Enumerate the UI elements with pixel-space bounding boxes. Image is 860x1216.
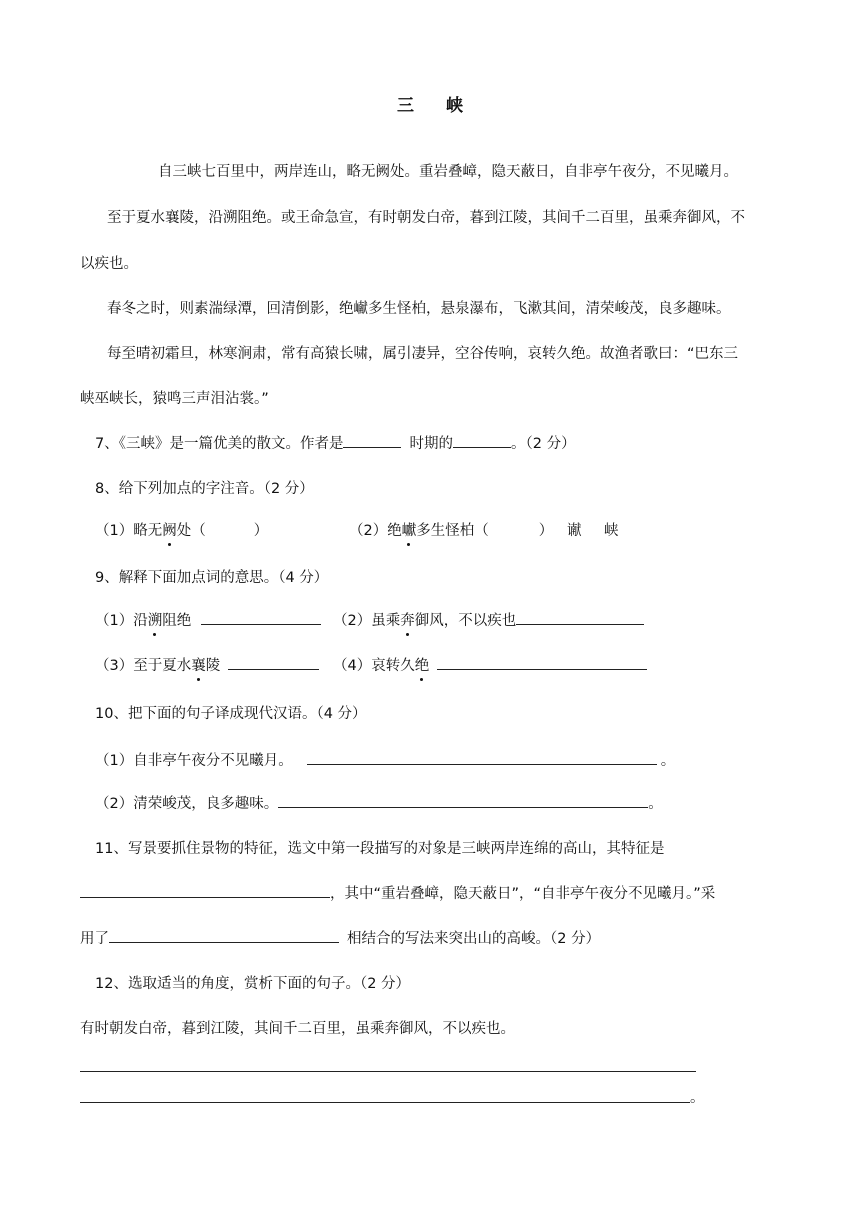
passage-paragraph-3: 春冬之时，则素湍绿潭，回清倒影，绝𪩘多生怪柏，悬泉瀑布，飞漱其间，清荣峻茂，良多趣味。 <box>107 301 731 317</box>
question-8-item-1-pre: （1）略无 <box>95 523 163 539</box>
question-11-blank-method[interactable] <box>109 928 339 943</box>
passage-paragraph-4-line-1: 每至晴初霜旦，林寒涧肃，常有高猿长啸，属引凄异，空谷传响，哀转久绝。故渔者歌曰：“巴东三 <box>107 346 739 362</box>
question-9-item-4-dotted-char: 绝 <box>415 655 430 677</box>
question-8-item-2 <box>349 520 553 542</box>
question-8-item-1 <box>95 520 268 542</box>
question-9-item-1 <box>95 610 321 632</box>
question-7 <box>95 433 576 455</box>
question-8-extra-char-2: 峡 <box>604 523 619 539</box>
question-9-item-1-post: 阻绝 <box>162 613 192 629</box>
question-10-item-1 <box>95 750 675 772</box>
question-11-line-3 <box>80 928 600 950</box>
question-11-line-2 <box>80 883 715 905</box>
question-9-item-1-blank[interactable] <box>201 610 321 625</box>
question-10-item-2-end: 。 <box>648 796 663 812</box>
question-7-text-b: 时期的 <box>409 436 453 452</box>
title-char-1: 三 <box>397 96 414 116</box>
question-9-item-3-post: 陵 <box>205 658 221 674</box>
question-11-mid-text: ，其中“重岩叠嶂，隐天蔽日”，“自非亭午夜分不见曦月。”采 <box>330 886 716 902</box>
question-9-item-2-dotted-char: 奔 <box>400 610 415 632</box>
question-9-item-3-blank[interactable] <box>228 655 319 670</box>
question-12-heading: 12、选取适当的角度，赏析下面的句子。（2 分） <box>95 976 411 992</box>
question-8-item-1-close: ） <box>253 523 269 539</box>
question-12-end: 。 <box>690 1090 705 1106</box>
question-9-item-4-blank[interactable] <box>437 655 647 670</box>
question-9-item-1-pre: （1）沿 <box>95 613 148 629</box>
passage-paragraph-1: 自三峡七百里中，两岸连山，略无阙处。重岩叠嶂，隐天蔽日，自非亭午夜分，不见曦月。 <box>158 164 738 180</box>
question-10-item-2-text: （2）清荣峻茂，良多趣味。 <box>95 796 279 812</box>
question-11-pre-text: 用了 <box>80 931 109 947</box>
passage-paragraph-2-line-1: 至于夏水襄陵，沿溯阻绝。或王命急宣，有时朝发白帝，暮到江陵，其间千二百里，虽乘奔御风，不 <box>107 210 745 226</box>
question-9-item-1-dotted-char: 溯 <box>148 610 163 632</box>
passage-paragraph-4-line-2: 峡巫峡长，猿鸣三声泪沾裳。” <box>80 391 269 407</box>
question-9-item-4 <box>333 655 647 677</box>
question-9-item-3-pre: （3）至于夏水 <box>95 658 192 674</box>
question-12-answer-line-1[interactable] <box>80 1071 696 1072</box>
question-9-item-3 <box>95 655 319 677</box>
question-9-item-2-post: 御风，不以疾也 <box>414 613 517 629</box>
question-8-item-2-close: ） <box>538 523 554 539</box>
question-7-blank-author-era[interactable] <box>343 433 401 448</box>
question-9-item-2-blank[interactable] <box>516 610 644 625</box>
question-11-heading: 11、写景要抓住景物的特征，选文中第一段描写的对象是三峡两岸连绵的高山，其特征是 <box>95 841 665 857</box>
question-11-tail-text: 相结合的写法来突出山的高峻。（2 分） <box>347 931 601 947</box>
question-9-heading: 9、解释下面加点词的意思。（4 分） <box>95 570 329 586</box>
question-9-item-2-pre: （2）虽乘 <box>333 613 401 629</box>
title-char-2: 峡 <box>446 96 463 116</box>
passage-paragraph-2-line-2: 以疾也。 <box>80 256 138 272</box>
question-9-item-3-dotted-char: 襄 <box>191 655 206 677</box>
question-12-answer-line-2[interactable] <box>80 1102 690 1103</box>
question-8-item-2-post: 多生怪柏（ <box>416 523 489 539</box>
question-10-item-1-blank[interactable] <box>307 750 657 765</box>
question-8-item-1-dotted-char: 阙 <box>162 520 177 542</box>
question-8-heading: 8、给下列加点的字注音。（2 分） <box>95 481 314 497</box>
question-11-blank-feature[interactable] <box>80 883 330 898</box>
question-9-item-4-pre: （4）哀转久 <box>333 658 415 674</box>
question-7-text-a: 7、《三峡》是一篇优美的散文。作者是 <box>95 436 344 452</box>
question-8-extra-char-1: 谳 <box>567 523 582 539</box>
question-8-item-1-post: 处（ <box>176 523 206 539</box>
question-7-text-c: 。（2 分） <box>510 436 576 452</box>
question-8-item-2-dotted-char: 巘 <box>402 520 417 542</box>
question-9-item-2 <box>333 610 644 632</box>
question-10-item-2-blank[interactable] <box>278 793 648 808</box>
question-10-item-1-end: 。 <box>660 753 676 769</box>
question-10-item-2 <box>95 793 663 815</box>
question-8-item-2-pre: （2）绝 <box>349 523 402 539</box>
question-10-heading: 10、把下面的句子译成现代汉语。（4 分） <box>95 706 367 722</box>
question-7-blank-author[interactable] <box>453 433 511 448</box>
question-10-item-1-text: （1）自非亭午夜分不见曦月。 <box>95 753 293 769</box>
page-title <box>0 95 860 117</box>
question-12-sentence: 有时朝发白帝，暮到江陵，其间千二百里，虽乘奔御风，不以疾也。 <box>80 1021 515 1037</box>
